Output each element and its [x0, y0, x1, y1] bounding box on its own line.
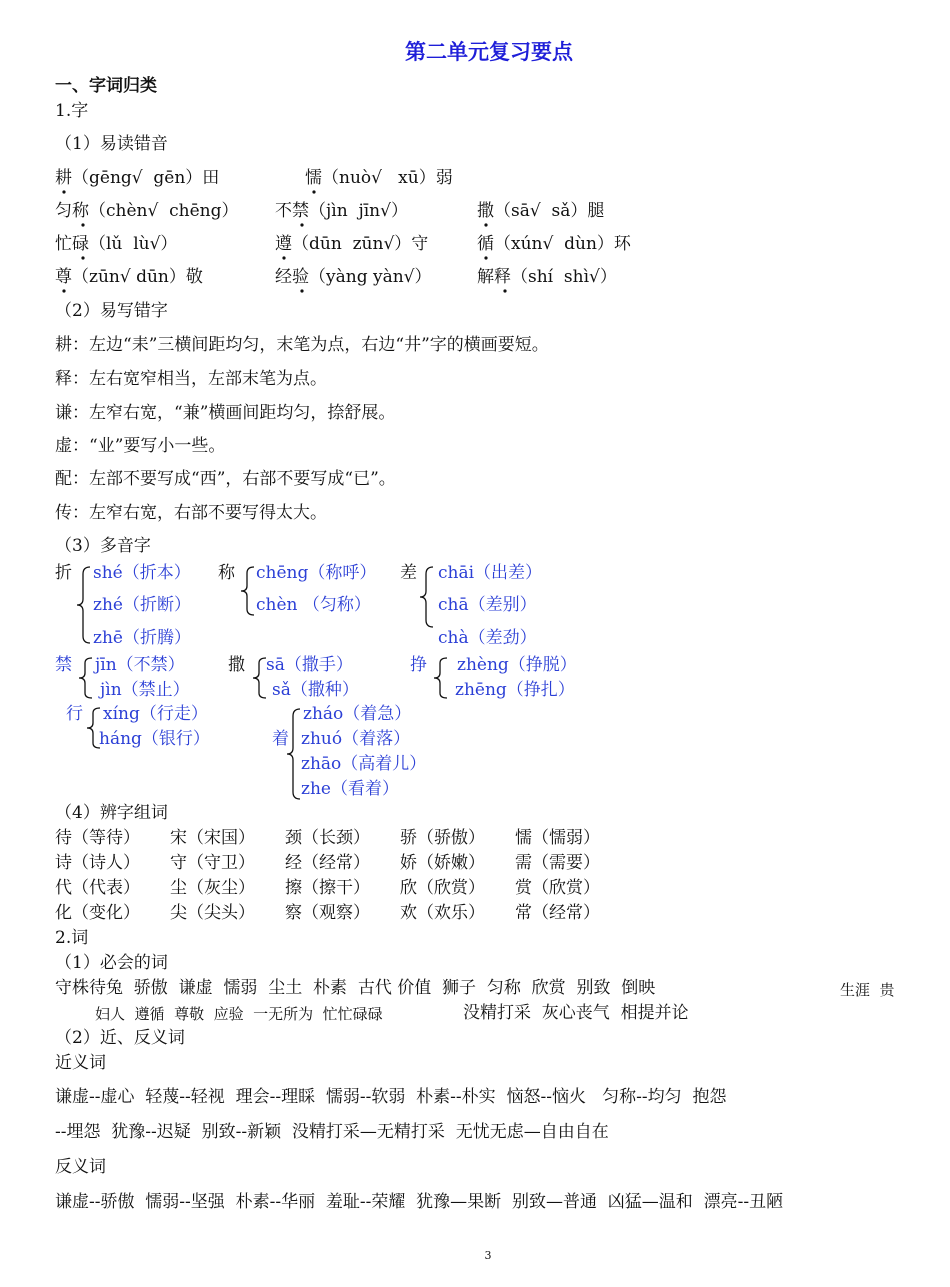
subsection-characters: 1.字	[55, 101, 89, 121]
polyphone-char: 着	[272, 729, 289, 749]
heading-polyphones: （3）多音字	[55, 536, 151, 556]
heading-must-know: （1）必会的词	[55, 953, 168, 973]
polyphone-reading: shé（折本）	[93, 563, 191, 583]
section-heading-words: 一、字词归类	[55, 76, 157, 96]
heading-easy-misread: （1）易读错音	[55, 134, 168, 154]
polyphone-char: 撒	[228, 655, 245, 675]
distinguish-item: 待（等待）	[55, 828, 140, 848]
polyphone-reading: zhe（看着）	[301, 779, 399, 799]
polyphone-char: 折	[55, 563, 72, 583]
miswrite-item: 虚：“业”要写小一些。	[55, 436, 226, 456]
subsection-words: 2.词	[55, 928, 89, 948]
distinguish-item: 守（守卫）	[170, 853, 255, 873]
distinguish-item: 经（经常）	[285, 853, 370, 873]
polyphone-reading: chēng（称呼）	[256, 563, 377, 583]
heading-easy-miswrite: （2）易写错字	[55, 301, 168, 321]
polyphone-reading: zhē（折腾）	[93, 628, 191, 648]
polyphone-reading: chèn （匀称）	[256, 595, 371, 615]
polyphone-char: 行	[66, 704, 83, 724]
must-know-words: 没精打采 灰心丧气 相提并论	[463, 1003, 689, 1023]
misread-item: 解释（shí shì√）	[477, 267, 617, 287]
must-know-words: 妇人 遵循 尊敬 应验 一无所为 忙忙碌碌	[95, 1005, 383, 1023]
distinguish-item: 察（观察）	[285, 903, 370, 923]
miswrite-item: 释：左右宽窄相当，左部末笔为点。	[55, 369, 327, 389]
misread-item: 撒（sā√ sǎ）腿	[477, 201, 605, 221]
polyphone-reading: jìn（禁止）	[100, 680, 190, 700]
brace-icon	[76, 566, 92, 644]
misread-item: 不禁（jìn jīn√）	[275, 201, 408, 221]
miswrite-item: 传：左窄右宽，右部不要写得太大。	[55, 503, 327, 523]
distinguish-item: 赏（欣赏）	[515, 878, 600, 898]
distinguish-item: 常（经常）	[515, 903, 600, 923]
misread-item: 循（xún√ dùn）环	[477, 234, 631, 254]
misread-item: 经验（yàng yàn√）	[275, 267, 432, 287]
polyphone-reading: zhāo（高着儿）	[301, 754, 427, 774]
distinguish-item: 欣（欣赏）	[400, 878, 485, 898]
misread-item: 耕（gēng√ gēn）田	[55, 168, 220, 188]
distinguish-item: 诗（诗人）	[55, 853, 140, 873]
must-know-words: 守株待兔 骄傲 谦虚 懦弱 尘土 朴素 古代 价值 狮子 匀称 欣赏 别致 倒映	[55, 978, 656, 998]
distinguish-item: 懦（懦弱）	[515, 828, 600, 848]
miswrite-item: 耕：左边“耒”三横间距均匀，末笔为点，右边“井”字的横画要短。	[55, 335, 549, 355]
polyphone-reading: zháo（着急）	[303, 704, 412, 724]
polyphone-reading: háng（银行）	[99, 729, 210, 749]
heading-antonyms: 反义词	[55, 1157, 106, 1177]
polyphone-reading: xíng（行走）	[103, 704, 208, 724]
polyphone-char: 称	[218, 563, 235, 583]
page-title: 第二单元复习要点	[405, 40, 573, 64]
miswrite-item: 谦：左窄右宽，“兼”横画间距均匀，捺舒展。	[55, 403, 396, 423]
distinguish-item: 需（需要）	[515, 853, 600, 873]
distinguish-item: 化（变化）	[55, 903, 140, 923]
brace-icon	[433, 657, 449, 699]
polyphone-char: 禁	[55, 655, 72, 675]
distinguish-item: 娇（娇嫩）	[400, 853, 485, 873]
polyphone-reading: chā（差别）	[438, 595, 537, 615]
misread-item: 匀称（chèn√ chēng）	[55, 201, 239, 221]
heading-synonyms: 近义词	[55, 1053, 106, 1073]
emphasis-dots	[0, 0, 950, 300]
antonyms-line: 谦虚--骄傲 懦弱--坚强 朴素--华丽 羞耻--荣耀 犹豫—果断 别致—普通 凶猛—温和 漂亮--丑陋	[55, 1192, 784, 1212]
polyphone-reading: chà（差劲）	[438, 628, 537, 648]
misread-item: 懦（nuò√ xū）弱	[305, 168, 453, 188]
polyphone-reading: sā（撒手）	[266, 655, 353, 675]
brace-icon	[240, 566, 256, 616]
miswrite-item: 配：左部不要写成“西”，右部不要写成“已”。	[55, 469, 396, 489]
must-know-words-small: 生涯 贵	[840, 981, 895, 999]
synonyms-line: 谦虚--虚心 轻蔑--轻视 理会--理睬 懦弱--软弱 朴素--朴实 恼怒--恼火 匀称--均匀 抱怨	[55, 1087, 727, 1107]
polyphone-reading: chāi（出差）	[438, 563, 543, 583]
distinguish-item: 骄（骄傲）	[400, 828, 485, 848]
brace-icon	[286, 708, 302, 800]
distinguish-item: 宋（宋国）	[170, 828, 255, 848]
distinguish-item: 欢（欢乐）	[400, 903, 485, 923]
polyphone-reading: zhèng（挣脱）	[457, 655, 577, 675]
misread-item: 忙碌（lǔ lù√）	[55, 234, 178, 254]
distinguish-item: 尖（尖头）	[170, 903, 255, 923]
polyphone-char: 差	[400, 563, 417, 583]
misread-item: 遵（dūn zūn√）守	[275, 234, 429, 254]
polyphone-reading: zhēng（挣扎）	[455, 680, 575, 700]
polyphone-reading: zhuó（着落）	[301, 729, 411, 749]
brace-icon	[419, 566, 435, 628]
synonyms-line: --埋怨 犹豫--迟疑 别致--新颖 没精打采—无精打采 无忧无虑—自由自在	[55, 1122, 609, 1142]
polyphone-reading: jīn（不禁）	[95, 655, 185, 675]
misread-item: 尊（zūn√ dūn）敬	[55, 267, 203, 287]
distinguish-item: 颈（长颈）	[285, 828, 370, 848]
heading-distinguish: （4）辨字组词	[55, 803, 168, 823]
distinguish-item: 擦（擦干）	[285, 878, 370, 898]
polyphone-reading: zhé（折断）	[93, 595, 191, 615]
page-number: 3	[484, 1249, 492, 1262]
distinguish-item: 代（代表）	[55, 878, 140, 898]
polyphone-reading: sǎ（撒种）	[272, 680, 359, 700]
brace-icon	[78, 657, 94, 699]
heading-synonyms-antonyms: （2）近、反义词	[55, 1028, 185, 1048]
polyphone-char: 挣	[410, 655, 427, 675]
distinguish-item: 尘（灰尘）	[170, 878, 255, 898]
